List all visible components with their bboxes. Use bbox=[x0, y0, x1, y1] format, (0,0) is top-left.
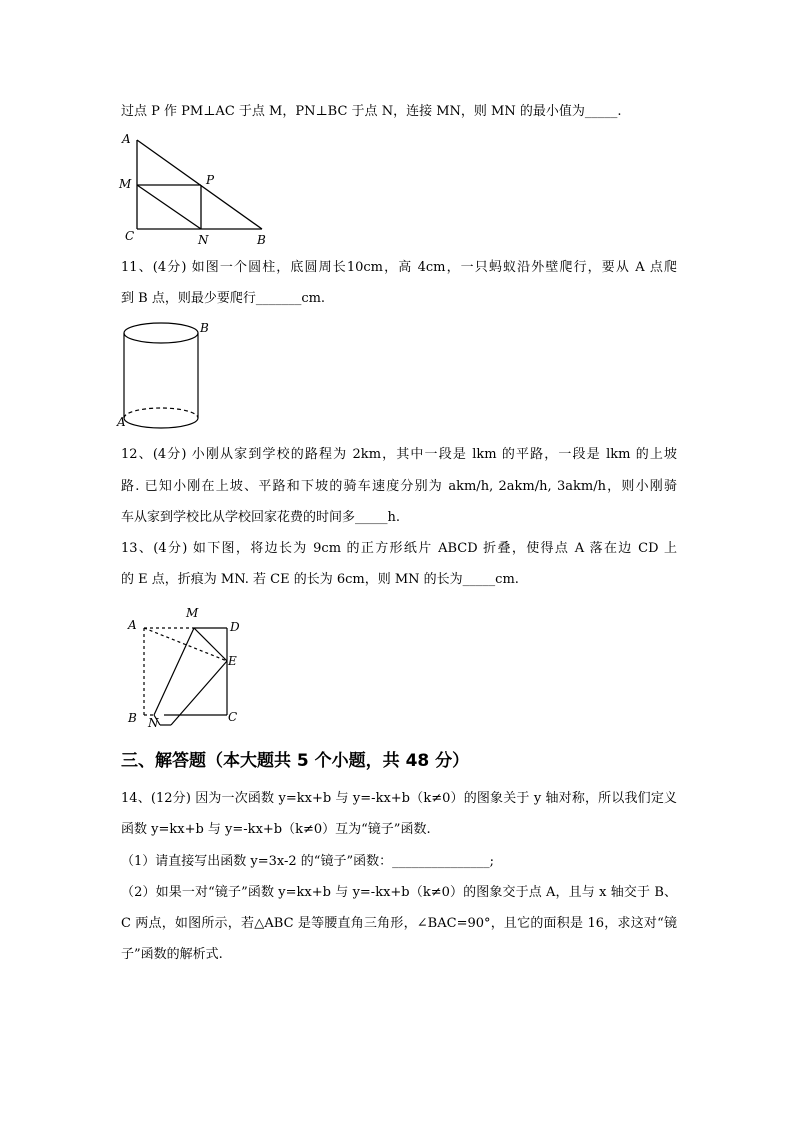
q11-text-line: 到 B 点，则最少要爬行_______cm. bbox=[121, 291, 326, 306]
q13-text-line: 13、(4分) 如下图，将边长为 9cm 的正方形纸片 ABCD 折叠，使得点 A 落在边 CD 上 bbox=[121, 541, 677, 556]
q14-part2-line: 子”函数的解析式. bbox=[121, 947, 223, 962]
label-B: B bbox=[257, 233, 266, 247]
label-C: C bbox=[125, 229, 135, 243]
label-A: A bbox=[128, 618, 137, 632]
label-N: N bbox=[148, 716, 159, 730]
q12-text-line: 路. 已知小刚在上坡、平路和下坡的骑车速度分别为 akm/h, 2akm/h, 3akm/h，则小刚骑 bbox=[121, 479, 677, 494]
label-C: C bbox=[228, 710, 238, 724]
label-E: E bbox=[228, 654, 237, 668]
figure-right-triangle bbox=[118, 130, 268, 248]
q14-part2-line: （2）如果一对“镜子”函数 y=kx+b 与 y=-kx+b（k≠0）的图象交于点 A，且与 x 轴交于 B、 bbox=[121, 885, 677, 900]
label-D: D bbox=[230, 620, 240, 634]
label-M: M bbox=[186, 606, 199, 620]
label-N: N bbox=[198, 233, 209, 247]
q14-part1: （1）请直接写出函数 y=3x-2 的“镜子”函数：_______________; bbox=[121, 854, 494, 869]
q12-text-line: 12、(4分) 小刚从家到学校的路程为 2km，其中一段是 lkm 的平路，一段是 lkm 的上坡 bbox=[121, 447, 677, 462]
q12-text-line: 车从家到学校比从学校回家花费的时间多_____h. bbox=[121, 510, 401, 525]
label-A: A bbox=[122, 132, 131, 146]
q11-text-line: 11、(4分) 如图一个圆柱，底圆周长10cm，高 4cm，一只蚂蚁沿外壁爬行，要从 A 点爬 bbox=[121, 260, 677, 275]
label-M: M bbox=[119, 177, 132, 191]
figure-cylinder bbox=[116, 318, 216, 432]
q10-text-line: 过点 P 作 PM⊥AC 于点 M，PN⊥BC 于点 N，连接 MN，则 MN 的最小值为_____. bbox=[121, 104, 622, 119]
q14-part2-line: C 两点，如图所示，若△ABC 是等腰直角三角形，∠BAC=90°，且它的面积是 16，求这对“镜 bbox=[121, 916, 677, 931]
q14-text-line: 14、(12分) 因为一次函数 y=kx+b 与 y=-kx+b（k≠0）的图象关于 y 轴对称，所以我们定义 bbox=[121, 791, 677, 806]
label-A: A bbox=[117, 415, 126, 429]
q14-text-line: 函数 y=kx+b 与 y=-kx+b（k≠0）互为“镜子”函数. bbox=[121, 822, 431, 837]
figure-folded-square bbox=[124, 604, 254, 732]
q13-text-line: 的 E 点，折痕为 MN. 若 CE 的长为 6cm，则 MN 的长为_____cm. bbox=[121, 572, 519, 587]
label-P: P bbox=[206, 173, 215, 187]
label-B: B bbox=[200, 321, 209, 335]
section-heading: 三、解答题（本大题共 5 个小题，共 48 分） bbox=[121, 751, 470, 771]
label-B: B bbox=[128, 711, 137, 725]
